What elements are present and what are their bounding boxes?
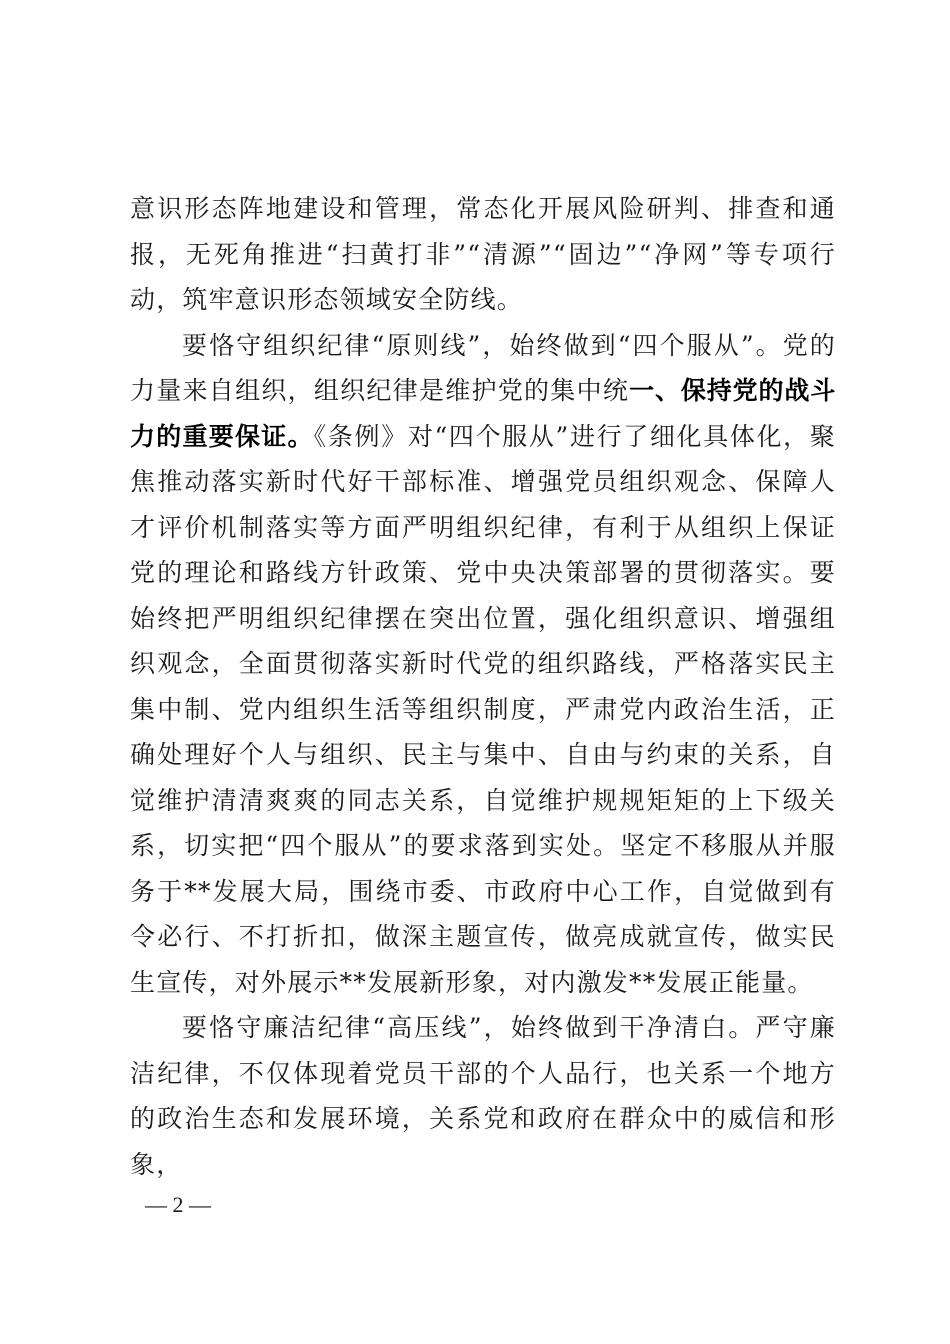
paragraph-text-segment: 《条例》对“四个服从”进行了细化具体化，聚焦推动落实新时代好干部标准、增强党员组织观念、保障人才评价机制落实等方面严明组织纪律，有利于从组织上保证党的理论和路线方针政策、党中央决策部署的贯彻落实。要始终把严明组织纪律摆在突出位置，强化组织意识、增强组织观念，全面贯彻落实新时代党的组织路线，严格落实民主集中制、党内组织生活等组织制度，严肃党内政治生活，正确处理好个人与组织、民主与集中、自由与约束的关系，自觉维护清清爽爽的同志关系，自觉维护规规矩矩的上下级关系，切实把“四个服从”的要求落到实处。坚定不移服从并服务于**发展大局，围绕市委、市政府中心工作，自觉做到有令必行、不打折扣，做深主题宣传，做亮成就宣传，做实民生宣传，对外展示**发展新形象，对内激发**发展正能量。 bbox=[130, 421, 836, 997]
bold-heading-text: 一、保持党的战斗力的重要保证。 bbox=[130, 376, 836, 451]
paragraph-organizational-discipline bbox=[130, 323, 836, 1006]
paragraph-integrity-discipline: 要恪守廉洁纪律“高压线”，始终做到干净清白。严守廉洁纪律，不仅体现着党员干部的个人品行，也关系一个地方的政治生态和发展环境，关系党和政府在群众中的威信和形象， bbox=[130, 1013, 836, 1179]
paragraph-ideology-continuation: 意识形态阵地建设和管理，常态化开展风险研判、排查和通报，无死角推进“扫黄打非”“清源”“固边”“净网”等专项行动，筑牢意识形态领域安全防线。 bbox=[130, 194, 836, 314]
paragraph-text-segment: 要恪守组织纪律“原则线”，始终做到“四个服从”。党的力量来自组织，组织纪律是维护党的集中统 bbox=[130, 330, 836, 405]
page-number: — 2 — bbox=[145, 1192, 211, 1217]
document-body bbox=[130, 186, 836, 1187]
